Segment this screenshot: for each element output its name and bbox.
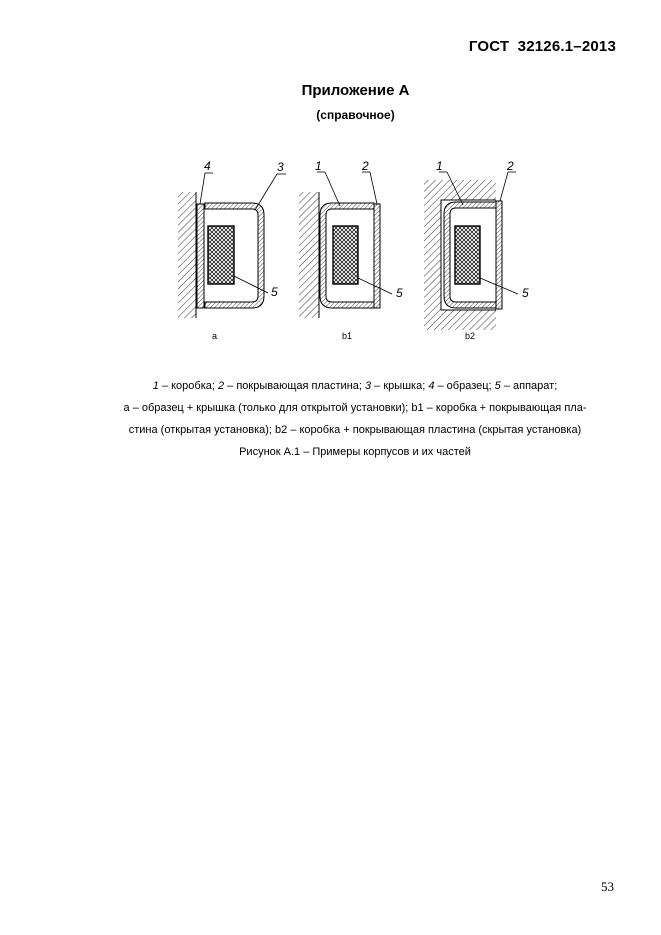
enclosure-figure	[0, 0, 661, 360]
panel-a	[178, 159, 286, 341]
panel-label-a: a	[212, 331, 218, 341]
legend-text-1: – коробка;	[158, 380, 218, 392]
covering-plate	[496, 201, 502, 309]
legend-num-5: 5	[494, 380, 501, 392]
apparatus	[333, 226, 358, 284]
covering-plate	[374, 204, 380, 308]
legend-num-1: 1	[152, 380, 159, 392]
legend-text-2: – покрывающая пластина;	[224, 380, 365, 392]
figure-caption	[90, 375, 620, 463]
appendix-title: Приложение А	[301, 82, 410, 99]
panel-b2	[424, 159, 529, 341]
wall	[178, 192, 196, 318]
callout-b1-2: 2	[362, 159, 369, 173]
legend-num-4: 4	[428, 380, 435, 392]
callout-b2-1: 1	[436, 159, 443, 173]
callout-b2-5: 5	[522, 286, 529, 300]
callout-b2-2: 2	[507, 159, 514, 173]
legend-text-4: – образец;	[434, 380, 495, 392]
panel-label-b1: b1	[342, 331, 353, 341]
callout-b1-5: 5	[396, 286, 403, 300]
panel-b1	[299, 159, 403, 341]
callout-a-3: 3	[277, 160, 284, 174]
legend-num-3: 3	[365, 380, 372, 392]
callout-a-5: 5	[271, 285, 278, 299]
caption-line-2: а – образец + крышка (только для открытой установки); b1 – коробка + покрывающая пла-	[123, 402, 587, 414]
figure-title: Рисунок А.1 – Примеры корпусов и их частей	[239, 446, 471, 458]
legend-text-3: – крышка;	[371, 380, 429, 392]
appendix-subtitle: (справочное)	[316, 108, 395, 122]
document-code: ГОСТ 32126.1–2013	[468, 38, 616, 55]
legend-line	[90, 375, 620, 397]
legend-text-5: – аппарат;	[500, 380, 558, 392]
caption-line-3: стина (открытая установка); b2 – коробка + покрывающая пластина (скрытая установка)	[128, 424, 582, 436]
apparatus	[208, 226, 234, 284]
apparatus	[455, 226, 480, 284]
page-number: 53	[601, 879, 614, 894]
sample-plate	[197, 204, 204, 308]
panel-label-b2: b2	[465, 331, 476, 341]
legend-num-2: 2	[217, 380, 225, 392]
wall	[299, 192, 319, 318]
callout-a-4: 4	[204, 159, 211, 173]
callout-b1-1: 1	[315, 159, 322, 173]
